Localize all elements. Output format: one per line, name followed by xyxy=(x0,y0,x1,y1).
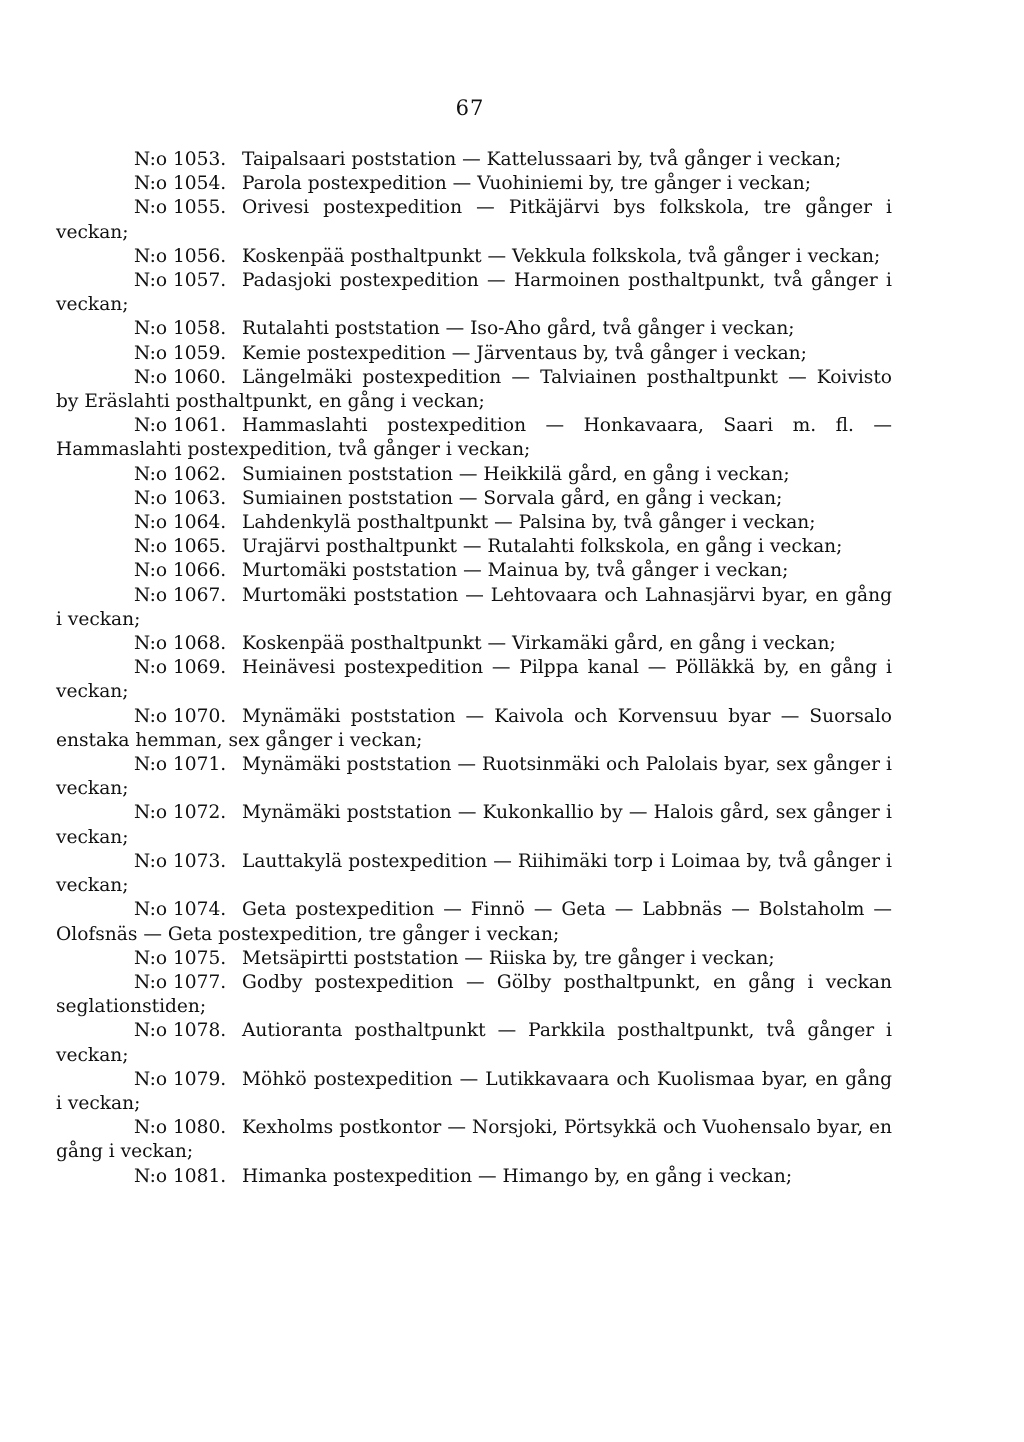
list-item xyxy=(56,1165,892,1189)
entry-number: N:o 1058. xyxy=(134,318,227,340)
entry-number: N:o 1062. xyxy=(134,463,227,485)
entry-number: N:o 1072. xyxy=(134,802,227,824)
entry-number: N:o 1066. xyxy=(134,560,227,582)
entry-number: N:o 1055. xyxy=(134,197,227,219)
entry-text: Koskenpää posthaltpunkt — Vekkula folkskola, två gånger i veckan; xyxy=(242,245,881,267)
entry-number: N:o 1064. xyxy=(134,512,227,534)
entry-number: N:o 1071. xyxy=(134,754,227,776)
list-item xyxy=(56,172,892,196)
entry-text: Möhkö postexpedition — Lutikkavaara och Kuolismaa byar, en gång i veckan; xyxy=(56,1068,892,1114)
entry-number: N:o 1053. xyxy=(134,149,227,170)
entry-text: Rutalahti poststation — Iso-Aho gård, två gånger i veckan; xyxy=(242,318,795,340)
entry-text: Heinävesi postexpedition — Pilppa kanal — Pölläkkä by, en gång i veckan; xyxy=(56,657,892,703)
list-item xyxy=(56,317,892,341)
list-item xyxy=(56,1116,892,1164)
entry-number: N:o 1057. xyxy=(134,270,227,292)
page-number: 67 xyxy=(455,96,485,120)
entry-text: Padasjoki postexpedition — Harmoinen posthaltpunkt, två gånger i veckan; xyxy=(56,270,892,316)
entry-number: N:o 1065. xyxy=(134,536,227,558)
entry-text: Urajärvi posthaltpunkt — Rutalahti folkskola, en gång i veckan; xyxy=(242,536,843,558)
entry-number: N:o 1070. xyxy=(134,705,227,727)
entry-number: N:o 1080. xyxy=(134,1117,227,1139)
entry-number: N:o 1056. xyxy=(134,245,227,267)
entry-number: N:o 1074. xyxy=(134,899,227,921)
entry-text: Murtomäki poststation — Mainua by, två gånger i veckan; xyxy=(242,560,789,582)
list-item xyxy=(56,559,892,583)
list-item xyxy=(56,753,892,801)
entry-list xyxy=(56,148,892,1189)
entry-number: N:o 1075. xyxy=(134,947,227,969)
entry-number: N:o 1060. xyxy=(134,366,227,388)
entry-text: Orivesi postexpedition — Pitkäjärvi bys folkskola, tre gånger i veckan; xyxy=(56,197,892,243)
entry-number: N:o 1063. xyxy=(134,487,227,509)
list-item xyxy=(56,342,892,366)
entry-number: N:o 1061. xyxy=(134,415,227,437)
list-item xyxy=(56,414,892,462)
entry-text: Lauttakylä postexpedition — Riihimäki torp i Loimaa by, två gånger i veckan; xyxy=(56,850,892,897)
list-item xyxy=(56,971,892,1019)
list-item xyxy=(56,947,892,971)
list-item xyxy=(56,148,892,172)
list-item xyxy=(56,850,892,898)
entry-number: N:o 1078. xyxy=(134,1020,227,1042)
entry-text: Mynämäki poststation — Ruotsinmäki och Palolais byar, sex gånger i veckan; xyxy=(56,754,892,800)
entry-text: Metsäpirtti poststation — Riiska by, tre gånger i veckan; xyxy=(242,947,775,969)
entry-number: N:o 1067. xyxy=(134,584,227,606)
entry-text: Taipalsaari poststation — Kattelussaari by, två gånger i veckan; xyxy=(242,149,842,170)
entry-text: Mynämäki poststation — Kaivola och Korvensuu byar — Suorsalo enstaka hemman, sex gånger i veckan; xyxy=(56,705,892,751)
list-item xyxy=(56,656,892,704)
entry-text: Godby postexpedition — Gölby posthaltpunkt, en gång i veckan seglationstiden; xyxy=(56,971,892,1018)
entry-number: N:o 1059. xyxy=(134,342,227,364)
entry-text: Längelmäki postexpedition — Talviainen posthaltpunkt — Koivisto by Eräslahti posthaltpunkt, en gång i veckan; xyxy=(56,366,892,413)
list-item xyxy=(56,535,892,559)
list-item xyxy=(56,801,892,849)
entry-text: Parola postexpedition — Vuohiniemi by, tre gånger i veckan; xyxy=(242,173,811,195)
entry-number: N:o 1081. xyxy=(134,1165,227,1187)
entry-number: N:o 1054. xyxy=(134,173,227,195)
list-item xyxy=(56,366,892,414)
list-item xyxy=(56,898,892,946)
entry-text: Lahdenkylä posthaltpunkt — Palsina by, två gånger i veckan; xyxy=(242,512,816,534)
list-item xyxy=(56,463,892,487)
list-item xyxy=(56,196,892,244)
list-item xyxy=(56,245,892,269)
entry-text: Kemie postexpedition — Järventaus by, två gånger i veckan; xyxy=(242,342,807,364)
entry-number: N:o 1068. xyxy=(134,633,227,655)
entry-number: N:o 1069. xyxy=(134,657,227,679)
list-item xyxy=(56,511,892,535)
list-item xyxy=(56,269,892,317)
list-item xyxy=(56,584,892,632)
entry-text: Sumiainen poststation — Heikkilä gård, en gång i veckan; xyxy=(242,463,790,485)
entry-text: Koskenpää posthaltpunkt — Virkamäki gård, en gång i veckan; xyxy=(242,633,836,655)
list-item xyxy=(56,487,892,511)
entry-text: Mynämäki poststation — Kukonkallio by — Halois gård, sex gånger i veckan; xyxy=(56,802,892,848)
list-item xyxy=(56,1068,892,1116)
entry-text: Himanka postexpedition — Himango by, en gång i veckan; xyxy=(242,1165,793,1187)
list-item xyxy=(56,1019,892,1067)
list-item xyxy=(56,632,892,656)
entry-text: Kexholms postkontor — Norsjoki, Pörtsykkä och Vuohensalo byar, en gång i veckan; xyxy=(56,1117,892,1163)
entry-text: Murtomäki poststation — Lehtovaara och Lahnasjärvi byar, en gång i veckan; xyxy=(56,584,892,630)
entry-text: Hammaslahti postexpedition — Honkavaara, Saari m. fl. — Hammaslahti postexpedition, två gånger i veckan; xyxy=(56,415,892,461)
entry-text: Geta postexpedition — Finnö — Geta — Labbnäs — Bolstaholm — Olofsnäs — Geta postexpedition, tre gånger i veckan; xyxy=(56,899,892,945)
entry-number: N:o 1077. xyxy=(134,971,227,993)
entry-text: Autioranta posthaltpunkt — Parkkila posthaltpunkt, två gånger i veckan; xyxy=(56,1020,892,1066)
entry-number: N:o 1079. xyxy=(134,1068,227,1090)
entry-number: N:o 1073. xyxy=(134,850,227,872)
list-item xyxy=(56,705,892,753)
entry-text: Sumiainen poststation — Sorvala gård, en gång i veckan; xyxy=(242,487,783,509)
